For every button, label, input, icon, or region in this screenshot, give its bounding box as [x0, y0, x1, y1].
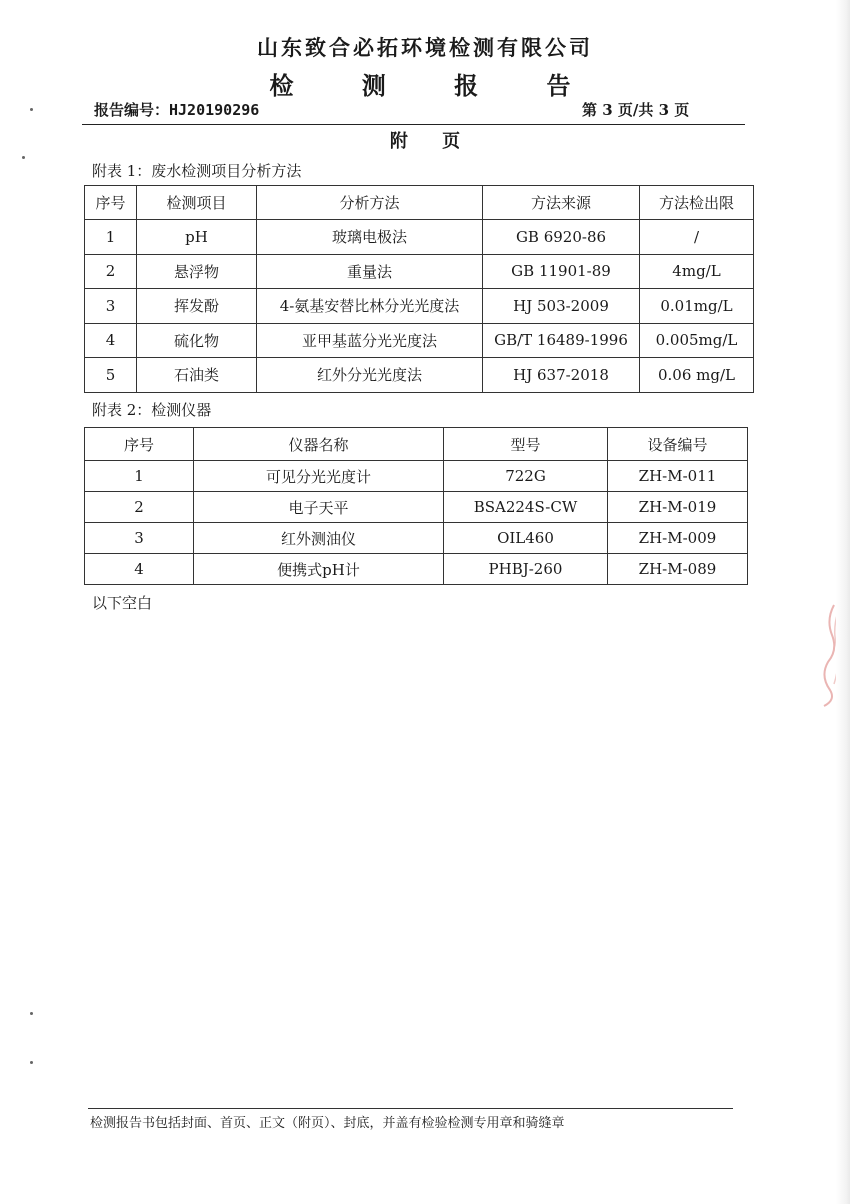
table-cell: ZH-M-011	[608, 461, 748, 492]
scan-speck	[30, 1061, 33, 1064]
table-cell: /	[640, 220, 754, 255]
header-cell: 设备编号	[608, 428, 748, 461]
table-cell: 挥发酚	[137, 289, 257, 324]
table-cell: 石油类	[137, 358, 257, 393]
table-cell: 硫化物	[137, 323, 257, 358]
table-row	[85, 461, 748, 492]
header-cell: 序号	[85, 428, 194, 461]
table-cell: 红外分光光度法	[257, 358, 483, 393]
header-cell: 方法检出限	[640, 186, 754, 220]
scan-speck	[30, 1012, 33, 1015]
table-cell: 722G	[444, 461, 608, 492]
table-cell: OIL460	[444, 523, 608, 554]
table-cell: GB 6920-86	[483, 220, 640, 255]
table-row	[85, 254, 754, 289]
table-cell: 4	[85, 323, 137, 358]
header-cell: 型号	[444, 428, 608, 461]
table-row	[85, 220, 754, 255]
table1-caption: 附表 1：废水检测项目分析方法	[92, 162, 302, 180]
page-indicator: 第 3 页/共 3 页	[582, 101, 690, 119]
scan-speck	[30, 108, 33, 111]
table-cell: 2	[85, 492, 194, 523]
table-cell: ZH-M-019	[608, 492, 748, 523]
report-title: 检 测 报 告	[269, 71, 601, 100]
table-cell: 重量法	[257, 254, 483, 289]
table-cell: pH	[137, 220, 257, 255]
table-cell: 1	[85, 220, 137, 255]
table-cell: 5	[85, 358, 137, 393]
header-divider	[82, 124, 745, 125]
table-cell: 红外测油仪	[194, 523, 444, 554]
header-cell: 仪器名称	[194, 428, 444, 461]
table-header-row	[85, 428, 748, 461]
header-cell: 分析方法	[257, 186, 483, 220]
table-row	[85, 492, 748, 523]
analysis-methods-table	[84, 185, 754, 393]
table-cell: 0.01mg/L	[640, 289, 754, 324]
header-cell: 检测项目	[137, 186, 257, 220]
table-cell: BSA224S-CW	[444, 492, 608, 523]
table2-caption: 附表 2：检测仪器	[92, 401, 212, 419]
table-cell: HJ 637-2018	[483, 358, 640, 393]
table-cell: 悬浮物	[137, 254, 257, 289]
table-cell: 电子天平	[194, 492, 444, 523]
table-cell: GB/T 16489-1996	[483, 323, 640, 358]
table-cell: 0.005mg/L	[640, 323, 754, 358]
table-cell: ZH-M-089	[608, 554, 748, 585]
header-cell: 方法来源	[483, 186, 640, 220]
table-row	[85, 358, 754, 393]
table-cell: 4-氨基安替比林分光光度法	[257, 289, 483, 324]
table-header-row	[85, 186, 754, 220]
header-cell: 序号	[85, 186, 137, 220]
footer-note: 检测报告书包括封面、首页、正文（附页）、封底，并盖有检验检测专用章和骑缝章	[90, 1116, 565, 1131]
table-row	[85, 289, 754, 324]
table-cell: 2	[85, 254, 137, 289]
table-cell: GB 11901-89	[483, 254, 640, 289]
table-row	[85, 554, 748, 585]
table-cell: 玻璃电极法	[257, 220, 483, 255]
company-name: 山东致合必拓环境检测有限公司	[257, 35, 593, 60]
table-cell: 3	[85, 523, 194, 554]
table-row	[85, 323, 754, 358]
table-cell: HJ 503-2009	[483, 289, 640, 324]
table-cell: ZH-M-009	[608, 523, 748, 554]
page-edge-shadow	[836, 0, 850, 1204]
footer-divider	[88, 1108, 733, 1109]
blank-below-note: 以下空白	[92, 594, 153, 612]
table-cell: 0.06 mg/L	[640, 358, 754, 393]
report-number: 报告编号：HJ20190296	[94, 101, 260, 119]
instruments-table	[84, 427, 748, 585]
appendix-title: 附 页	[389, 131, 475, 152]
table-cell: 4mg/L	[640, 254, 754, 289]
table-cell: 亚甲基蓝分光光度法	[257, 323, 483, 358]
scan-speck	[22, 156, 25, 159]
table-row	[85, 523, 748, 554]
table-cell: 3	[85, 289, 137, 324]
table-cell: 4	[85, 554, 194, 585]
table-cell: 可见分光光度计	[194, 461, 444, 492]
table-cell: PHBJ-260	[444, 554, 608, 585]
table-cell: 便携式pH计	[194, 554, 444, 585]
table-cell: 1	[85, 461, 194, 492]
